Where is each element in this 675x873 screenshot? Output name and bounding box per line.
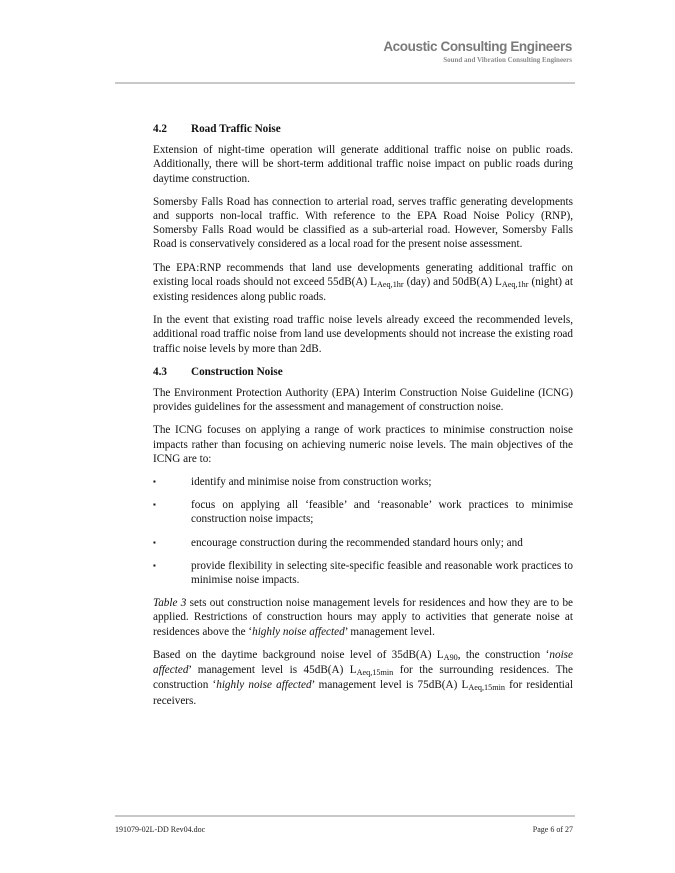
- objectives-list: [153, 475, 573, 587]
- paragraph: The Environment Protection Authority (EPA) Interim Construction Noise Guideline (ICNG) provides guidelines for the assessment and management of construction noise.: [153, 387, 573, 414]
- list-item: ▪ provide flexibility in selecting site-specific feasible and reasonable work practices to minimise noise impacts.: [153, 559, 573, 587]
- section-title: Construction Noise: [191, 365, 283, 378]
- page-number: Page 6 of 27: [532, 825, 573, 834]
- bullet-icon: ▪: [153, 500, 156, 510]
- header-divider: [115, 82, 575, 84]
- paragraph-table-reference: Table 3 sets out construction noise management levels for residences and how they are to be applied. Restrictions of construction hours may apply to activities that generate noise at residences above the ‘highly noise affected’ management level.: [153, 597, 573, 638]
- company-logo-title: Acoustic Consulting Engineers: [383, 39, 572, 54]
- document-reference: 191079-02L-DD Rev04.doc: [115, 825, 206, 834]
- bullet-icon: ▪: [153, 537, 156, 547]
- list-item: ▪ encourage construction during the recommended standard hours only; and: [153, 536, 523, 549]
- paragraph: In the event that existing road traffic noise levels already exceed the recommended levels, additional road traffic noise from land use developments should not increase the existing road traffic noise levels by more than 2dB.: [153, 314, 573, 355]
- paragraph: Somersby Falls Road has connection to arterial road, serves traffic generating developments and supports non-local traffic. With reference to the EPA Road Noise Policy (RNP), Somersby Falls Road would be classified as a sub-arterial road. However, Somersby Falls Road is conservatively considered as a local road for the present noise assessment.: [153, 195, 573, 251]
- paragraph: The ICNG focuses on applying a range of work practices to minimise construction noise impacts rather than focusing on achieving numeric noise levels. The main objectives of the ICNG are to:: [153, 424, 573, 465]
- company-logo-subtitle: Sound and Vibration Consulting Engineers: [443, 56, 572, 64]
- list-item: ▪ focus on applying all ‘feasible’ and ‘reasonable’ work practices to minimise construction noise impacts;: [153, 499, 573, 526]
- paragraph-road-noise-criteria: The EPA:RNP recommends that land use developments generating additional traffic on existing local roads should not exceed 55dB(A) LAeq,1hr (day) and 50dB(A) LAeq,1hr (night) at existing residences along public roads.: [153, 261, 573, 304]
- section-number: 4.2: [153, 123, 167, 135]
- list-item: ▪ identify and minimise noise from construction works;: [153, 476, 432, 489]
- paragraph: Extension of night-time operation will generate additional traffic noise on public roads. Additionally, there will be short-term additional traffic noise impact on public roads during daytime construction.: [153, 144, 573, 185]
- table-reference: Table 3: [153, 597, 187, 610]
- bullet-icon: ▪: [153, 560, 156, 570]
- section-number: 4.3: [153, 365, 167, 378]
- paragraph-management-levels: Based on the daytime background noise level of 35dB(A) LA90, the construction ‘noise affected’ management level is 45dB(A) LAeq,15min for the surrounding residences. The construction ‘highly noise affected’ management level is 75dB(A) LAeq,15min for residential receivers.: [153, 648, 573, 707]
- section-title: Road Traffic Noise: [191, 123, 281, 135]
- section-heading-4-3: [153, 365, 573, 379]
- page-content: [153, 122, 573, 717]
- bullet-icon: ▪: [153, 477, 156, 487]
- footer-divider: [115, 815, 575, 817]
- section-heading-4-2: [153, 122, 573, 136]
